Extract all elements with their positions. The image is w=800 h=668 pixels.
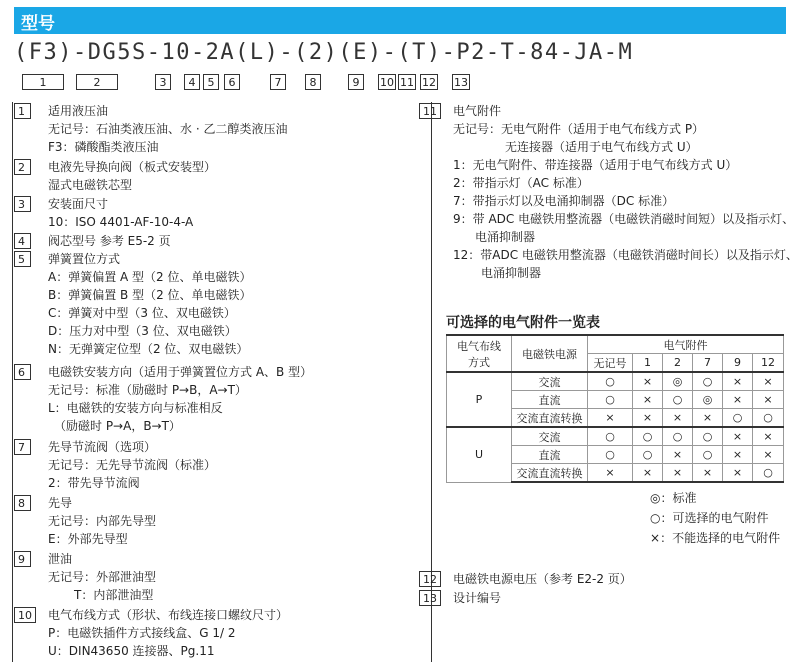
- col-header: 7: [693, 354, 723, 373]
- section-number-6: 6: [14, 364, 31, 380]
- section-8: 先导 无记号：内部先导型 E：外部先导型: [48, 496, 157, 546]
- section-heading: 先导: [48, 496, 73, 510]
- col-header: 2: [663, 354, 693, 373]
- power-cell: 交流: [512, 427, 588, 446]
- section-heading: 弹簧置位方式: [48, 252, 121, 266]
- section-2: 电液先导换向阀（板式安装型） 湿式电磁铁芯型: [48, 160, 217, 192]
- section-4: [48, 232, 171, 250]
- col-header-accessory: 电气附件: [588, 335, 784, 354]
- position-box: 3: [155, 74, 171, 90]
- section-heading: 电磁铁电源电压（参考 E2-2 页）: [453, 572, 632, 586]
- power-cell: 交流直流转换: [512, 464, 588, 483]
- position-box: 5: [203, 74, 219, 90]
- section-heading: 阀芯型号 参考 E5-2 页: [48, 234, 171, 248]
- section-number-10: 10: [14, 607, 36, 623]
- section-3: 安装面尺寸 10：ISO 4401-AF-10-4-A: [48, 197, 194, 229]
- section-number-7: 7: [14, 439, 31, 455]
- power-cell: 交流直流转换: [512, 409, 588, 428]
- section-heading: 电液先导换向阀（板式安装型）: [48, 160, 217, 174]
- section-heading: 电气附件: [453, 104, 502, 118]
- section-number-11: 11: [419, 103, 441, 119]
- col-header: 1: [633, 354, 663, 373]
- section-heading: 设计编号: [453, 591, 502, 605]
- section-heading: 安装面尺寸: [48, 197, 109, 211]
- legend-item: ×：不能选择的电气附件: [650, 531, 781, 545]
- section-number-8: 8: [14, 495, 31, 511]
- section-number-1: 1: [14, 103, 31, 119]
- optional-icon: ○: [650, 511, 661, 525]
- col-header-power: 电磁铁电源: [512, 335, 588, 372]
- left-rule: [12, 102, 13, 662]
- legend-item: ○：可选择的电气附件: [650, 511, 769, 525]
- section-number-2: 2: [14, 159, 31, 175]
- position-box: 11: [400, 76, 414, 89]
- accessory-table: [446, 334, 784, 483]
- section-13: [453, 589, 501, 607]
- position-box: 4: [184, 74, 200, 90]
- section-11: 电气附件 无记号：无电气附件（适用于电气布线方式 P） 无连接器（适用于电气布线方式 U） 1：无电气附件、带连接器（适用于电气布线方式 U） 2：带指示灯（AC 标准） 7：带指示灯以及电涌抑制器（DC 标准） 9：带 ADC 电磁铁用整流器（电磁铁消磁时间短）以及指示灯、 电涌抑制器 12：带ADC 电磁铁用整流器（电磁铁消磁时间长）以及指示灯、 电涌抑制器: [453, 104, 798, 280]
- position-box: 2: [76, 74, 118, 90]
- section-10: 电气布线方式（形状、布线连接口螺纹尺寸） P：电磁铁插件方式接线盒、G 1/ 2 U：DIN43650 连接器、Pg.11: [48, 608, 289, 658]
- section-number-13: 13: [419, 590, 441, 606]
- power-cell: 交流: [512, 372, 588, 391]
- table-row: 直流 ○ × ○ ◎ × ×: [447, 391, 784, 409]
- not-available-icon: ×: [650, 531, 661, 545]
- position-box: 8: [305, 74, 321, 90]
- section-1: 适用液压油 无记号：石油类液压油、水 · 乙二醇类液压油 F3：磷酸酯类液压油: [48, 104, 288, 154]
- section-12: [453, 570, 632, 588]
- legend-item: ◎：标准: [650, 491, 697, 505]
- section-heading: 电气布线方式（形状、布线连接口螺纹尺寸）: [48, 608, 289, 622]
- header-bar: [14, 7, 786, 34]
- page-title: 型号: [21, 14, 55, 34]
- col-header: 9: [723, 354, 753, 373]
- section-number-5: 5: [14, 251, 31, 267]
- standard-icon: ◎: [650, 491, 661, 505]
- section-number-12: 12: [419, 571, 441, 587]
- table-row: 交流直流转换 × × × × ○ ○: [447, 409, 784, 428]
- position-box: 10: [380, 76, 394, 89]
- col-header: 12: [753, 354, 784, 373]
- table-row: U 交流 ○ ○ ○ ○ × ×: [447, 427, 784, 446]
- wiring-cell: P: [447, 372, 512, 427]
- col-header: 无记号: [588, 354, 633, 373]
- section-6: 电磁铁安装方向（适用于弹簧置位方式 A、B 型） 无记号：标准（励磁时 P→B，A→T） L：电磁铁的安装方向与标准相反 （励磁时 P→A，B→T）: [48, 365, 313, 433]
- section-heading: 泄油: [48, 552, 73, 566]
- section-9: 泄油 无记号：外部泄油型 T：内部泄油型: [48, 552, 157, 602]
- section-heading: 先导节流阀（选项）: [48, 440, 157, 454]
- section-5: 弹簧置位方式 A：弹簧偏置 A 型（2 位、单电磁铁） B：弹簧偏置 B 型（2 位、单电磁铁） C：弹簧对中型（3 位、双电磁铁） D：压力对中型（3 位、双电磁铁） N：无弹簧定位型（2 位、双电磁铁）: [48, 252, 252, 356]
- table-row: P 交流 ○ × ◎ ○ × ×: [447, 372, 784, 391]
- position-box: 6: [224, 74, 240, 90]
- position-box: 7: [270, 74, 286, 90]
- section-number-3: 3: [14, 196, 31, 212]
- model-code: (F3)-DG5S-10-2A(L)-(2)(E)-(T)-P2-T-84-JA-M: [14, 40, 634, 65]
- position-box: 9: [348, 74, 364, 90]
- wiring-cell: U: [447, 427, 512, 482]
- power-cell: 直流: [512, 391, 588, 409]
- col-header-wiring: 电气布线方式: [447, 335, 512, 372]
- position-box: 13: [454, 76, 468, 89]
- table-row: 交流直流转换 × × × × × ○: [447, 464, 784, 483]
- section-number-4: 4: [14, 233, 31, 249]
- section-heading: 适用液压油: [48, 104, 109, 118]
- table-row: 直流 ○ ○ × ○ × ×: [447, 446, 784, 464]
- table-title: 可选择的电气附件一览表: [446, 315, 600, 331]
- section-number-9: 9: [14, 551, 31, 567]
- section-7: 先导节流阀（选项） 无记号：无先导节流阀（标准） 2：带先导节流阀: [48, 440, 217, 490]
- legend: [650, 488, 780, 548]
- position-box: 12: [422, 76, 436, 89]
- position-box: 1: [22, 74, 64, 90]
- power-cell: 直流: [512, 446, 588, 464]
- section-heading: 电磁铁安装方向（适用于弹簧置位方式 A、B 型）: [48, 365, 313, 379]
